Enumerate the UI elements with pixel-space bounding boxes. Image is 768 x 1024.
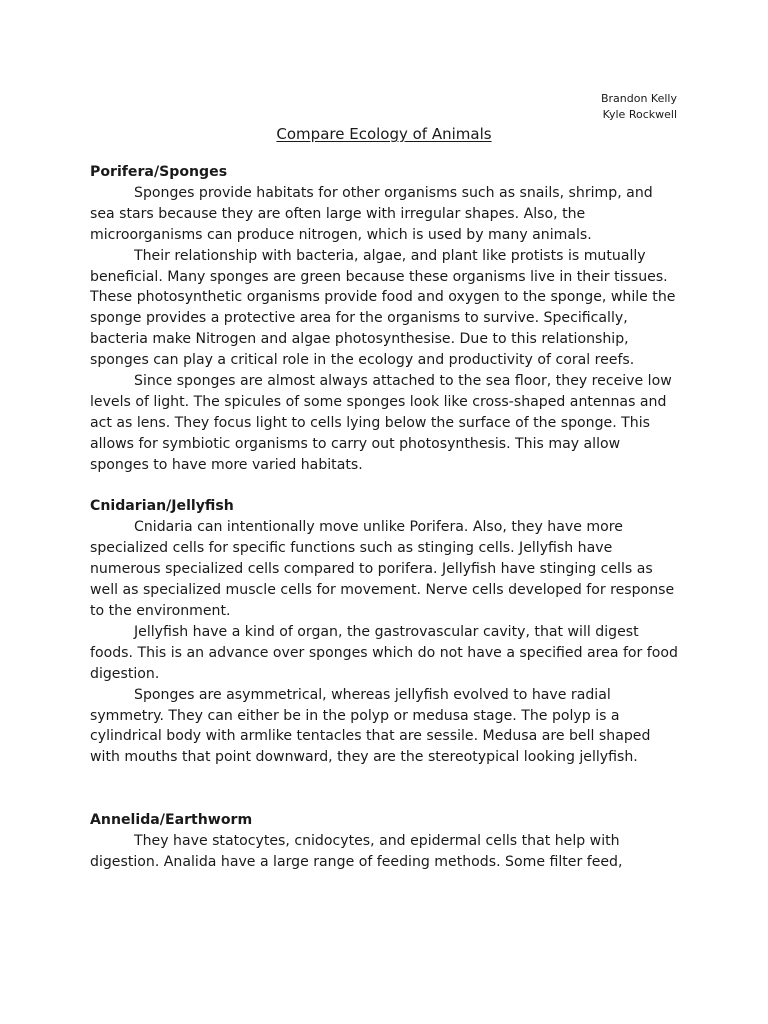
paragraph: Cnidaria can intentionally move unlike Porifera. Also, they have more specialized cells for specific functions such as stinging cells. Jellyfish have numerous specialized cells compared to porifera. Jellyfish have stinging cells as well as specialized muscle cells for movement. Nerve cells developed for response to the environment. <box>90 519 675 620</box>
section-spacer <box>90 476 680 497</box>
section-heading-annelida: Annelida/Earthworm <box>90 812 253 829</box>
paragraph: They have statocytes, cnidocytes, and epidermal cells that help with digestion. Analida have a large range of feeding methods. Some filter feed, <box>90 832 623 870</box>
author-name: Brandon Kelly <box>600 92 677 105</box>
document-body <box>90 162 680 873</box>
paragraph: Jellyfish have a kind of organ, the gastrovascular cavity, that will digest foods. This is an advance over sponges which do not have a specified area for food digestion. <box>90 623 678 682</box>
author-name: Kyle Rockwell <box>602 108 677 121</box>
paragraph: Sponges provide habitats for other organisms such as snails, shrimp, and sea stars because they are often large with irregular shapes. Also, the microorganisms can produce nitrogen, which is used by many animals. <box>90 184 653 243</box>
paragraph: Their relationship with bacteria, algae, and plant like protists is mutually beneficial. Many sponges are green because these organisms live in their tissues. These photosynthetic organisms provide food and oxygen to the sponge, while the sponge provides a protective area for the organisms to survive. Specifically, bacteria make Nitrogen and algae photosynthesise. Due to this relationship, sponges can play a critical role in the ecology and productivity of coral reefs. <box>90 247 676 369</box>
paragraph: Since sponges are almost always attached to the sea floor, they receive low levels of light. The spicules of some sponges look like cross-shaped antennas and act as lens. They focus light to cells lying below the surface of the sponge. This allows for symbiotic organisms to carry out photosynthesis. This may allow sponges to have more varied habitats. <box>90 373 672 473</box>
paragraph: Sponges are asymmetrical, whereas jellyfish evolved to have radial symmetry. They can either be in the polyp or medusa stage. The polyp is a cylindrical body with armlike tentacles that are sessile. Medusa are bell shaped with mouths that point downward, they are the stereotypical looking jellyfish. <box>90 686 651 766</box>
section-heading-cnidarian: Cnidarian/Jellyfish <box>90 498 234 515</box>
section-spacer <box>90 768 680 810</box>
author-names <box>601 91 677 123</box>
document-title: Compare Ecology of Animals <box>276 125 492 143</box>
section-heading-porifera: Porifera/Sponges <box>90 164 228 180</box>
